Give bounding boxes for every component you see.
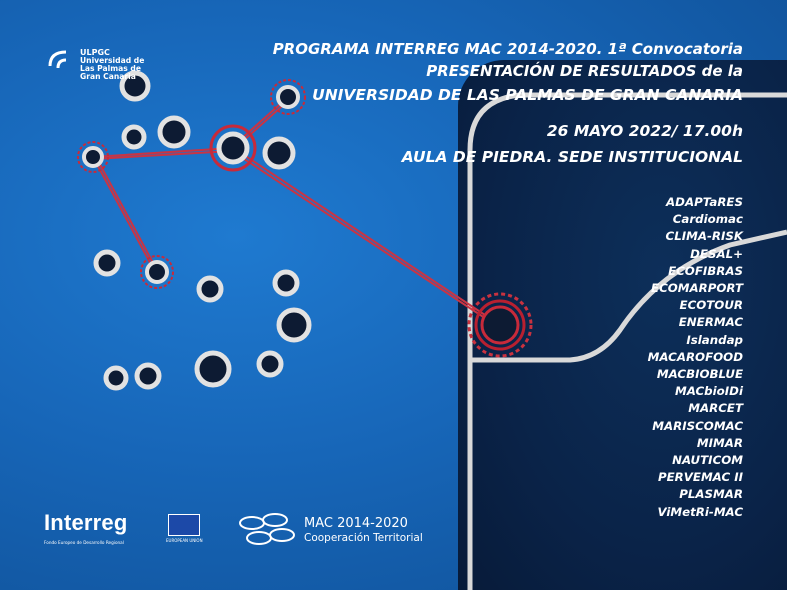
hole [259, 353, 281, 375]
hole [84, 148, 102, 166]
project-item: NAUTICOM [672, 453, 743, 468]
program-title: PROGRAMA INTERREG MAC 2014-2020. 1ª Convocatoria [272, 40, 743, 58]
project-list [648, 194, 743, 521]
hole [482, 307, 518, 343]
project-item: ADAPTaRES [666, 195, 743, 209]
hole [219, 134, 247, 162]
project-item: MACBIOBLUE [656, 367, 743, 382]
mac-logo-title: MAC 2014-2020 [304, 516, 408, 531]
hole [265, 139, 293, 167]
project-item: CLIMA-RISK [665, 229, 743, 244]
hole [124, 127, 144, 147]
project-item: ENERMAC [678, 315, 743, 330]
interreg-wordmark: Interreg [44, 510, 128, 535]
project-item: PLASMAR [679, 487, 743, 502]
holes [84, 73, 518, 388]
presentation-title: PRESENTACIÓN DE RESULTADOS de la [426, 62, 743, 80]
event-venue: AULA DE PIEDRA. SEDE INSTITUCIONAL [401, 148, 743, 166]
hole [275, 272, 297, 294]
project-item: PERVEMAC II [657, 470, 743, 485]
project-item: MARISCOMAC [652, 418, 743, 433]
hole [96, 252, 118, 274]
project-item: Cardiomac [672, 212, 743, 227]
ulpgc-name: Universidad de Las Palmas de Gran Canaria [80, 56, 145, 82]
hole [197, 353, 229, 385]
hole [106, 368, 126, 388]
hole [279, 310, 309, 340]
hole [278, 87, 298, 107]
connector-lines [93, 98, 500, 328]
interreg-fund-label: Fondo Europeo de Desarrollo Regional [44, 540, 124, 545]
event-date: 26 MAYO 2022/ 17.00h [546, 122, 743, 140]
eu-flag-icon [168, 514, 200, 536]
project-item: MARCET [688, 401, 743, 416]
ulpgc-abbr: ULPGC [80, 48, 110, 57]
mac-logo-mark [240, 514, 294, 544]
project-item: ECOMARPORT [651, 281, 743, 296]
project-item: MACAROFOOD [647, 349, 743, 364]
project-item: ECOTOUR [679, 298, 743, 313]
project-item: ViMetRi-MAC [657, 504, 743, 519]
hole [147, 262, 167, 282]
hole [160, 118, 188, 146]
project-item: DESAL+ [690, 246, 743, 261]
eu-label: EUROPEAN UNION [166, 538, 203, 543]
project-item: Islandap [686, 332, 743, 347]
hole [137, 365, 159, 387]
university-title: UNIVERSIDAD DE LAS PALMAS DE GRAN CANARIA [312, 86, 743, 104]
ulpgc-mark [50, 52, 66, 68]
interreg-logo [44, 510, 128, 545]
mac-logo-subtitle: Cooperación Territorial [304, 532, 423, 544]
project-item: MACbioIDi [675, 384, 743, 399]
hole [199, 278, 221, 300]
project-item: MIMAR [696, 435, 743, 450]
project-item: ECOFIBRAS [668, 263, 743, 278]
